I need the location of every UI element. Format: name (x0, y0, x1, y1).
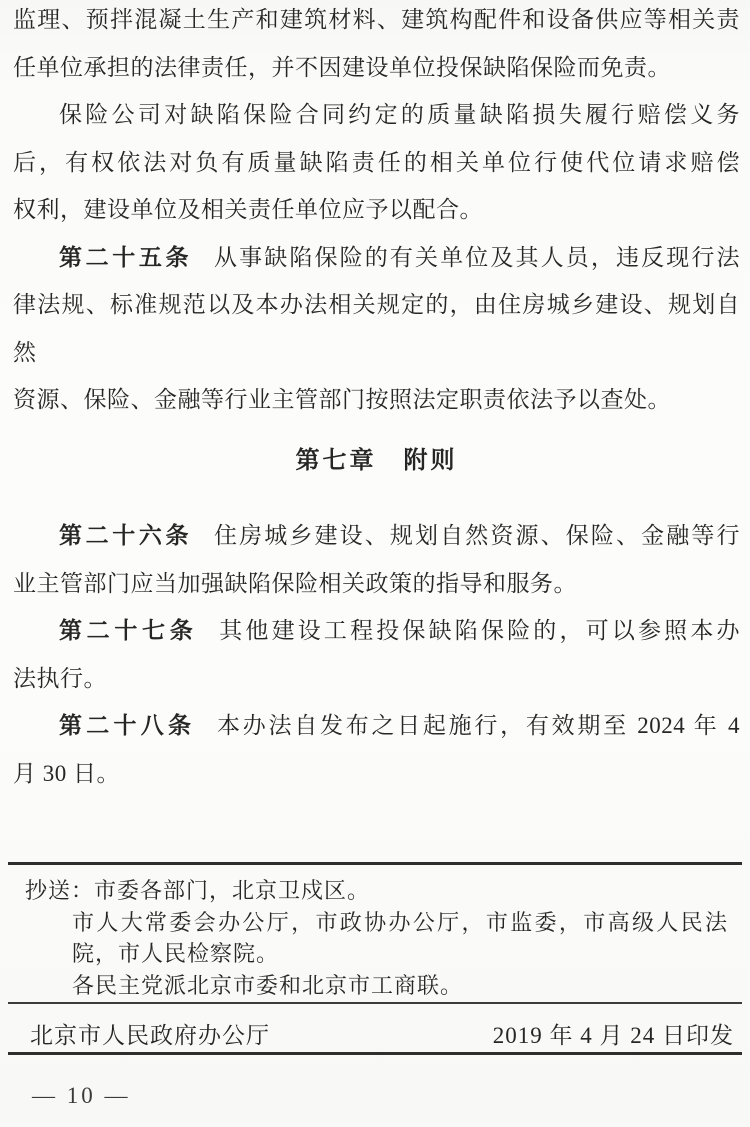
issuer-row (30, 1017, 734, 1050)
article-number: 第二十五条 (59, 243, 193, 270)
issuing-office: 北京市人民政府办公厅 (30, 1023, 270, 1048)
cc-line: 市人大常委会办公厅，市政协办公厅，市监委，市高级人民法 (72, 909, 728, 935)
text-line: 律法规、标准规范以及本办法相关规定的，由住房城乡建设、规划自然 (13, 292, 740, 365)
text-line: 业主管部门应当加强缺陷保险相关政策的指导和服务。 (13, 570, 577, 596)
cc-block (25, 875, 728, 1001)
text-line: 权利，建设单位及相关责任单位应予以配合。 (13, 197, 483, 222)
text-line-article-26 (13, 512, 740, 560)
page-number: — 10 — (32, 1083, 131, 1108)
cc-line: 各民主党派北京市委和北京市工商联。 (72, 972, 464, 998)
text-line: 监理、预拌混凝土生产和建筑材料、建筑构配件和设备供应等相关责 (13, 7, 740, 32)
cc-label: 抄送： (25, 878, 95, 903)
footer-rule-middle (8, 1002, 742, 1004)
article-text: 从事缺陷保险的有关单位及其人员，违反现行法 (213, 244, 740, 270)
document-body (13, 0, 740, 797)
article-number: 第二十八条 (59, 712, 196, 738)
cc-line: 院，市人民检察院。 (72, 941, 280, 966)
article-text: 本办法自发布之日起施行，有效期至 2024 年 4 (217, 713, 740, 738)
text-line: 月 30 日。 (13, 760, 120, 786)
article-text: 住房城乡建设、规划自然资源、保险、金融等行 (213, 523, 740, 548)
text-line: 任单位承担的法律责任，并不因建设单位投保缺陷保险而免责。 (13, 54, 671, 80)
text-line-article-28 (13, 702, 740, 750)
article-text: 其他建设工程投保缺陷保险的，可以参照本办 (219, 618, 740, 643)
print-date: 2019 年 4 月 24 日印发 (492, 1023, 734, 1048)
text-line-article-25 (13, 234, 740, 282)
text-line: 后，有权依法对负有质量缺陷责任的相关单位行使代位请求赔偿 (13, 149, 740, 175)
text-line: 保险公司对缺陷保险合同约定的质量缺陷损失履行赔偿义务 (59, 102, 740, 127)
footer-rule-top (8, 862, 742, 865)
cc-first-line (25, 875, 728, 907)
text-line: 法执行。 (13, 665, 107, 691)
cc-line: 市委各部门，北京卫戍区。 (94, 878, 371, 903)
article-number: 第二十七条 (59, 617, 198, 643)
article-number: 第二十六条 (59, 522, 193, 548)
chapter-heading: 第七章 附则 (295, 446, 458, 474)
text-line-article-27 (13, 607, 740, 655)
footer-rule-bottom (8, 1052, 742, 1055)
text-line: 资源、保险、金融等行业主管部门按照法定职责依法予以查处。 (13, 387, 671, 412)
